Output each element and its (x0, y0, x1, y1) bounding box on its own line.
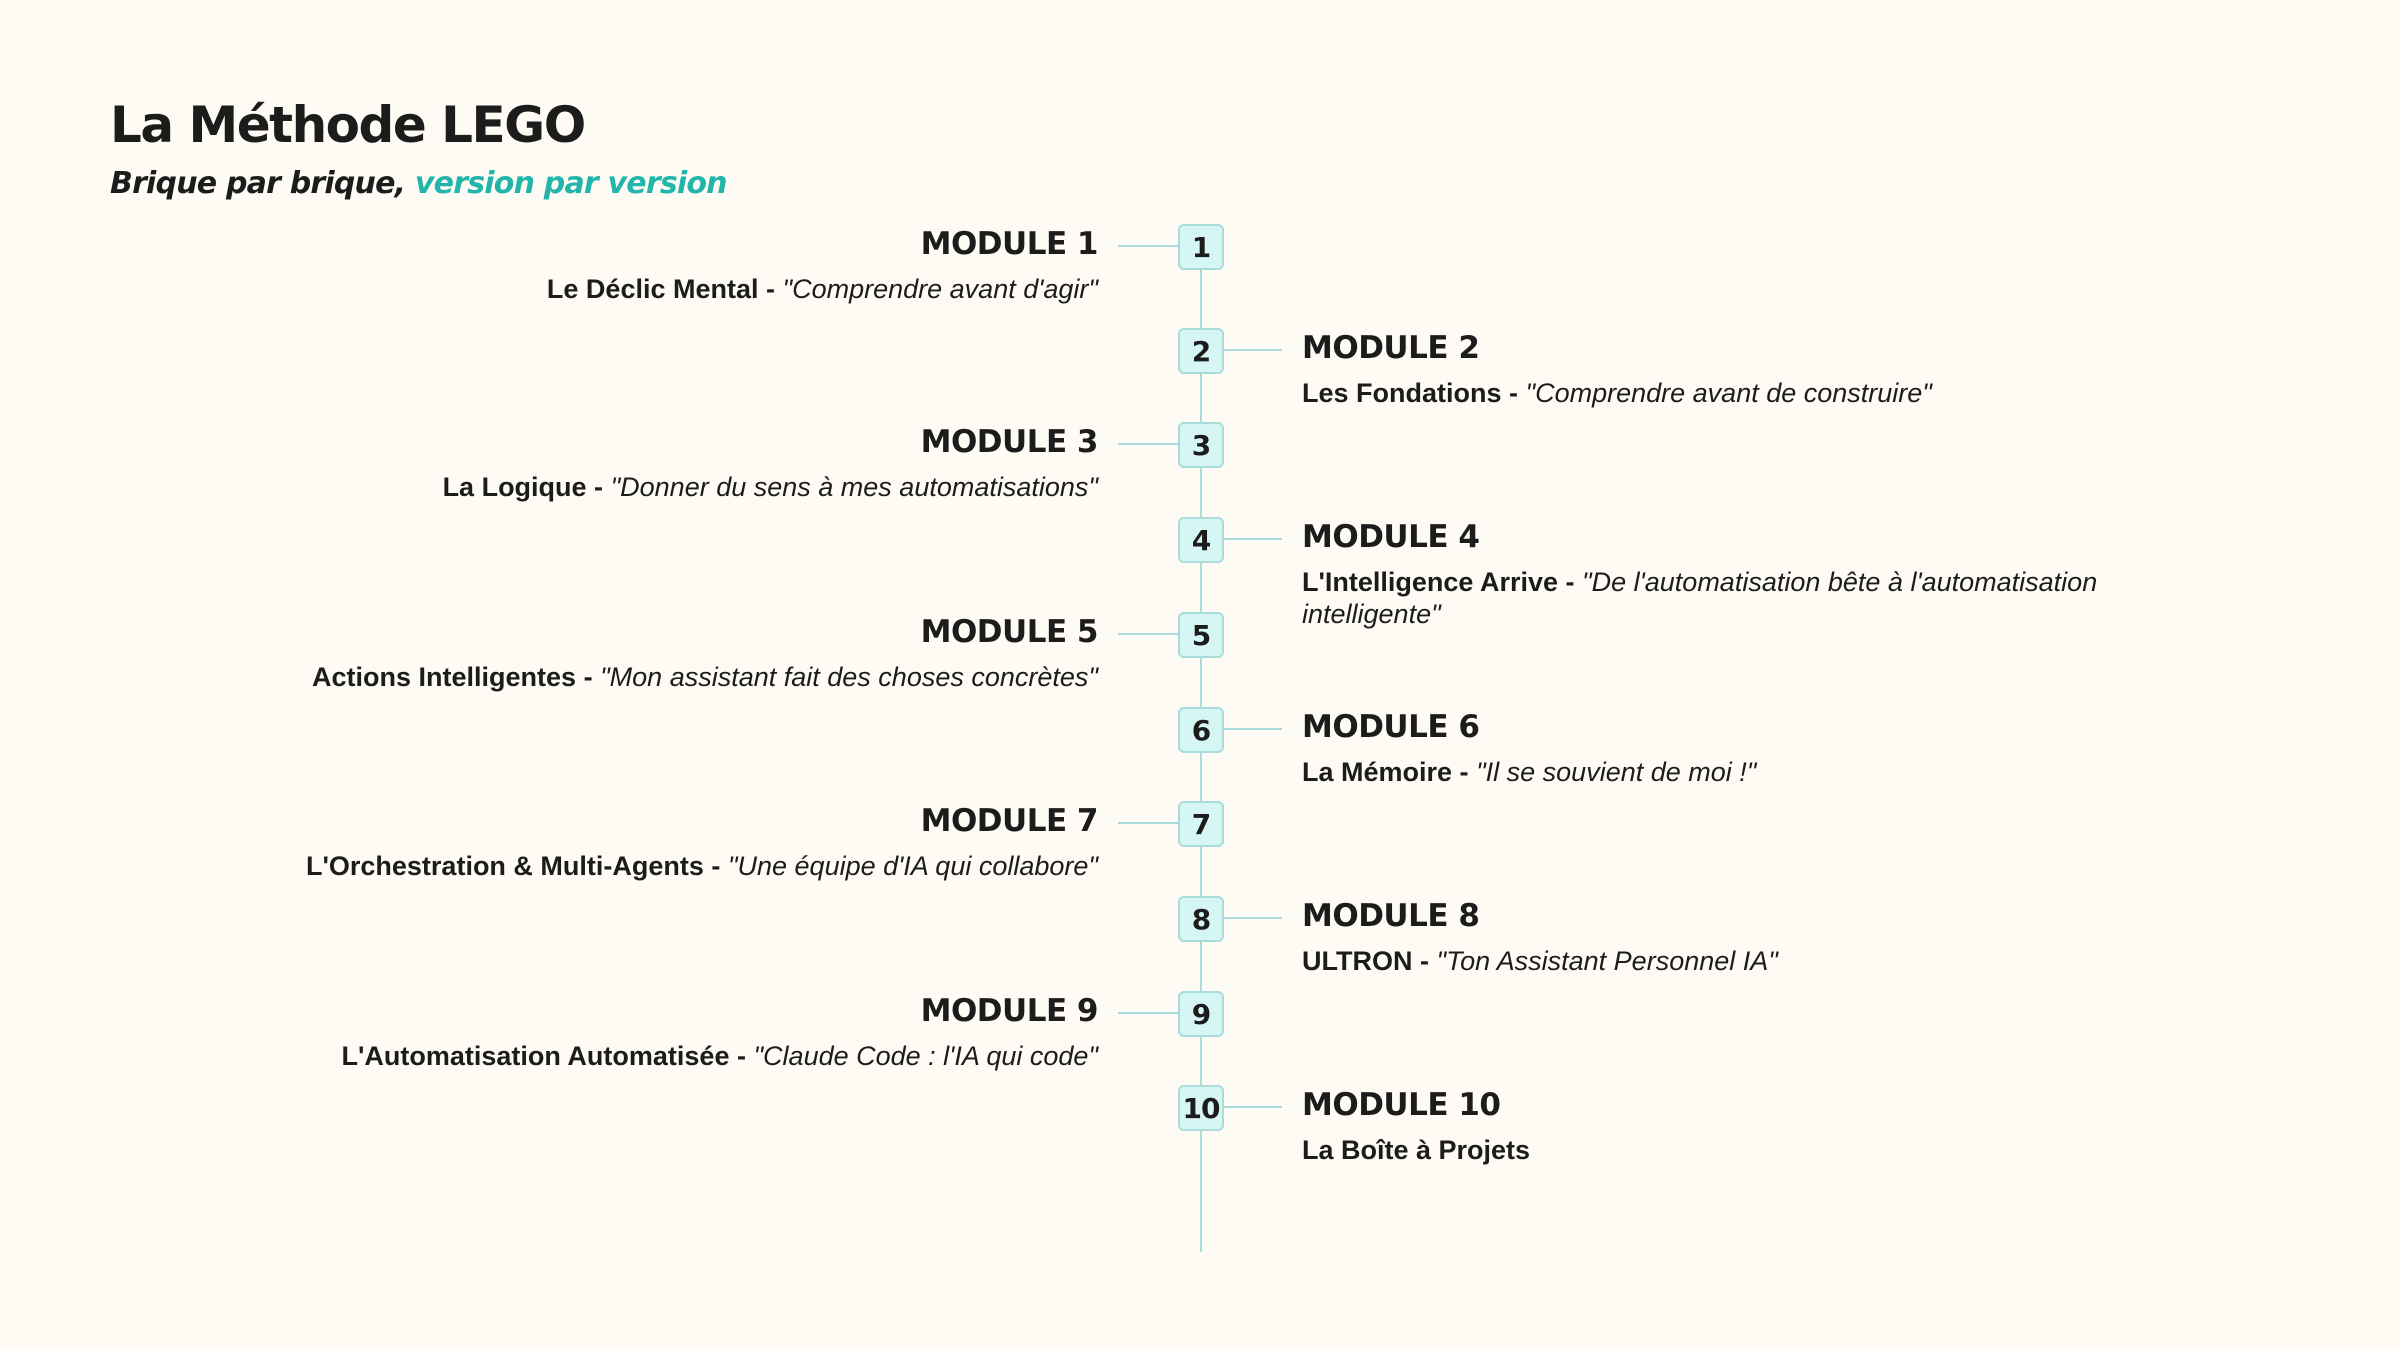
module-number-badge: 10 (1178, 1085, 1224, 1131)
subtitle-accent: version par version (414, 166, 727, 201)
subtitle-main: Brique par brique, (110, 166, 406, 201)
module-number-badge: 4 (1178, 517, 1224, 563)
module-number-badge: 6 (1178, 707, 1224, 753)
module-quote: "Donner du sens à mes automatisations" (610, 472, 1098, 502)
module-title: MODULE 2 (1302, 330, 1480, 366)
module-row (0, 1085, 2400, 1181)
connector-line (1222, 728, 1282, 730)
module-number-badge: 7 (1178, 801, 1224, 847)
module-row (0, 328, 2400, 424)
module-number-badge: 1 (1178, 224, 1224, 270)
module-quote: "Une équipe d'IA qui collabore" (727, 851, 1098, 881)
module-number-badge: 8 (1178, 896, 1224, 942)
module-description (1302, 756, 2202, 788)
connector-line (1118, 1012, 1178, 1014)
module-quote: "Il se souvient de moi !" (1476, 757, 1757, 787)
module-row (0, 896, 2400, 992)
module-description (1302, 945, 2202, 977)
module-title: MODULE 4 (1302, 519, 1480, 555)
connector-line (1118, 822, 1178, 824)
module-name: L'Automatisation Automatisée - (341, 1041, 746, 1071)
module-description (443, 471, 1098, 503)
connector-line (1222, 1106, 1282, 1108)
connector-line (1222, 349, 1282, 351)
module-name: La Logique - (442, 472, 604, 502)
module-quote: "De l'automatisation bête à l'automatisation intelligente" (1302, 567, 2098, 629)
connector-line (1118, 245, 1178, 247)
module-title: MODULE 7 (920, 803, 1098, 839)
module-number-badge: 9 (1178, 991, 1224, 1037)
module-row (0, 517, 2400, 629)
connector-line (1118, 443, 1178, 445)
module-quote: "Comprendre avant de construire" (1525, 378, 1932, 408)
module-description (342, 1040, 1099, 1072)
module-name: Le Déclic Mental - (546, 274, 775, 304)
module-title: MODULE 10 (1302, 1087, 1501, 1123)
module-row (0, 991, 2400, 1087)
module-name: Actions Intelligentes - (312, 662, 593, 692)
module-name: L'Intelligence Arrive - (1302, 567, 1575, 597)
module-row (0, 707, 2400, 803)
module-quote: "Ton Assistant Personnel IA" (1436, 946, 1778, 976)
connector-line (1118, 633, 1178, 635)
module-name: L'Orchestration & Multi-Agents - (305, 851, 721, 881)
module-number-badge: 2 (1178, 328, 1224, 374)
module-title: MODULE 9 (920, 993, 1098, 1029)
module-row (0, 422, 2400, 518)
page-subtitle (110, 166, 727, 201)
module-description (1302, 377, 2202, 409)
module-row (0, 801, 2400, 897)
module-title: MODULE 3 (920, 424, 1098, 460)
connector-line (1222, 538, 1282, 540)
module-title: MODULE 1 (920, 226, 1098, 262)
module-description (1302, 1134, 2202, 1166)
module-number-badge: 3 (1178, 422, 1224, 468)
connector-line (1222, 917, 1282, 919)
module-title: MODULE 6 (1302, 709, 1480, 745)
module-name: La Mémoire - (1302, 757, 1469, 787)
module-title: MODULE 5 (920, 614, 1098, 650)
module-description (312, 661, 1098, 693)
module-number-badge: 5 (1178, 612, 1224, 658)
module-name: La Boîte à Projets (1302, 1135, 1531, 1165)
module-quote: "Claude Code : l'IA qui code" (753, 1041, 1098, 1071)
page-title: La Méthode LEGO (110, 96, 585, 154)
module-row (0, 612, 2400, 708)
module-name: Les Fondations - (1302, 378, 1518, 408)
module-quote: "Mon assistant fait des choses concrètes" (600, 662, 1098, 692)
module-row (0, 224, 2400, 320)
module-title: MODULE 8 (1302, 898, 1480, 934)
module-name: ULTRON - (1302, 946, 1429, 976)
module-description (306, 850, 1098, 882)
module-description (547, 273, 1098, 305)
module-quote: "Comprendre avant d'agir" (782, 274, 1098, 304)
